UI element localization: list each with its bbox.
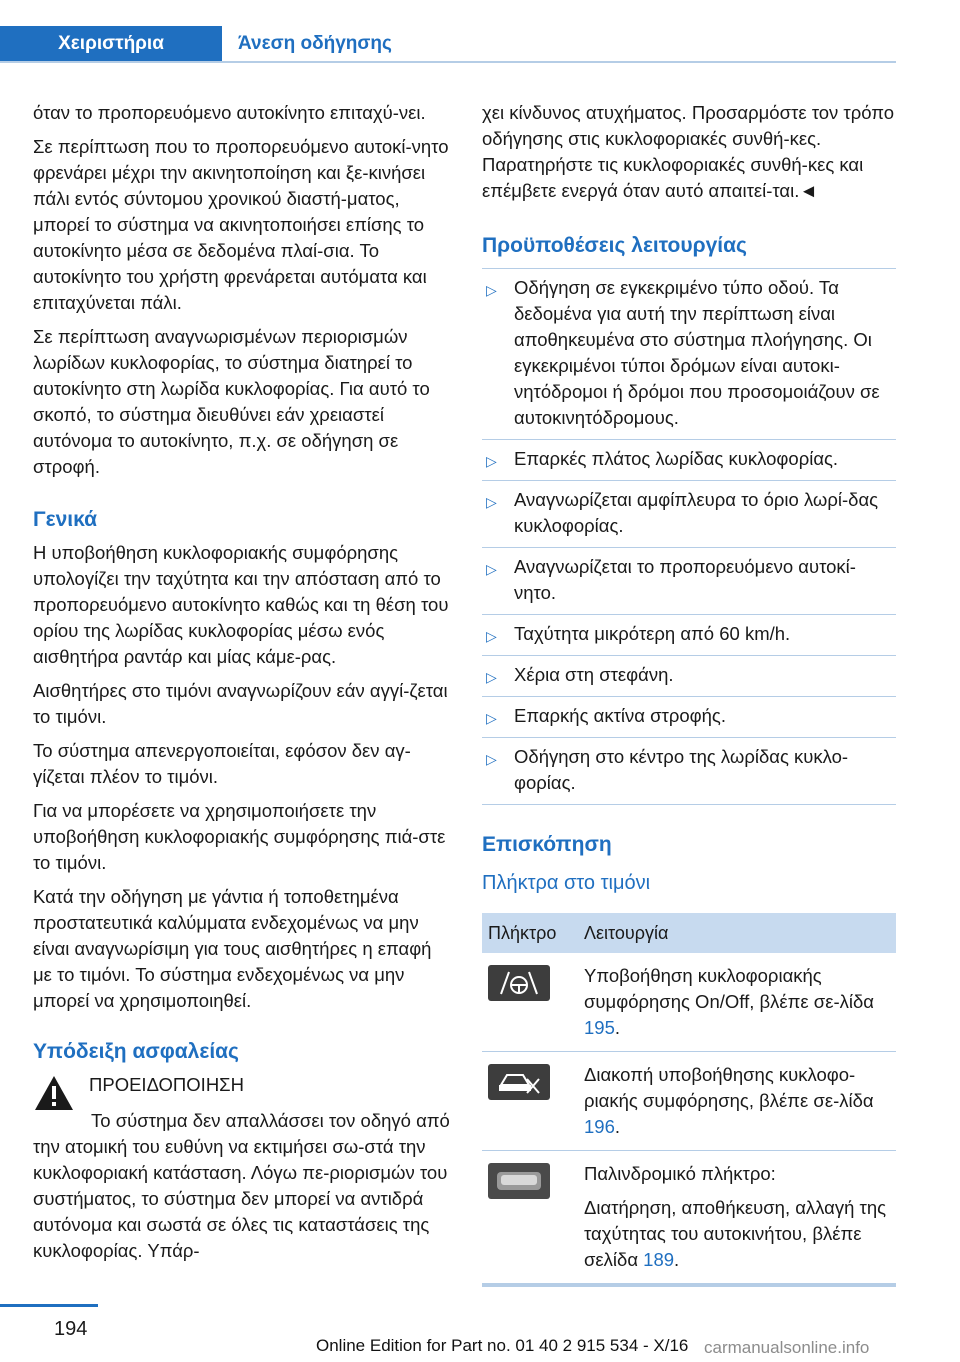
- paragraph: Αισθητήρες στο τιμόνι αναγνωρίζουν εάν αγγί-ζεται το τιμόνι.: [33, 680, 448, 727]
- bullet-triangle-icon: ▷: [486, 751, 497, 767]
- edition-text: Online Edition for Part no. 01 40 2 915 534 - X/16: [316, 1336, 689, 1355]
- bullet-triangle-icon: ▷: [486, 561, 497, 577]
- heading-safety: Υπόδειξη ασφαλείας: [33, 1040, 239, 1063]
- list-item: ▷ Χέρια στη στεφάνη.: [482, 656, 896, 697]
- paragraph: Σε περίπτωση που το προπορευόμενο αυτοκί-νητο φρενάρει μέχρι την ακινητοποίηση και ξε-κινήσει πάλι εντός σύντομου χρονικού διαστή-ματος, μπορεί το σύστημα να ακινητοποιήσει επίσης το αυτοκίνητο μέσα σε δεδομένα πλαί-σια. Το αυτοκίνητο του χρήστη φρενάρεται αυτόματα και επιταχύνεται πάλι.: [33, 136, 449, 313]
- warning-triangle-icon: [33, 1074, 75, 1112]
- function-text: Παλινδρομικό πλήκτρο:: [584, 1163, 776, 1184]
- warning-text: Το σύστημα δεν απαλλάσσει τον οδηγό από την ατομική του ευθύνη να εκτιμήσει σω-στά την κυκλοφοριακή κατάσταση. Λόγω πε-ριορισμών του συστήματος, το σύστημα δεν μπορεί να αντιδρά αυτόνομα και σωστά σε όλες τις καταστάσεις της κυκλοφορίας. Υπάρ-: [33, 1110, 450, 1261]
- list-item: ▷ Οδήγηση στο κέντρο της λωρίδας κυκλο-φορίας.: [482, 738, 896, 805]
- traffic-jam-assist-button-icon: [488, 965, 550, 1001]
- paragraph: Για να μπορέσετε να χρησιμοποιήσετε την υποβοήθηση κυκλοφοριακής συμφόρησης πιά-στε το τιμόνι.: [33, 800, 446, 873]
- header-divider: [0, 61, 896, 63]
- paragraph: όταν το προπορευόμενο αυτοκίνητο επιταχύ-νει.: [33, 102, 426, 123]
- table-header-row: [482, 913, 896, 953]
- bullet-triangle-icon: ▷: [486, 494, 497, 510]
- function-text: Διακοπή υποβοήθησης κυκλοφο-ριακής συμφόρησης, βλέπε σε-λίδα: [584, 1064, 874, 1111]
- column-header-key: Πλήκτρο: [482, 913, 578, 953]
- page-link-196[interactable]: 196: [584, 1116, 615, 1137]
- watermark: carmanualsonline.info: [704, 1338, 870, 1357]
- table-row: Υποβοήθηση κυκλοφοριακής συμφόρησης On/Off, βλέπε σε-λίδα 195.: [482, 953, 896, 1052]
- prerequisites-list: [482, 268, 896, 805]
- paragraph: χει κίνδυνος ατυχήματος. Προσαρμόστε τον τρόπο οδήγησης στις κυκλοφοριακές συνθή-κες. Παρατηρήστε τις κυκλοφοριακές συνθή-κες και επέμβετε ενεργά όταν αυτό απαιτεί-ται.◄: [482, 102, 895, 201]
- bullet-triangle-icon: ▷: [486, 669, 497, 685]
- paragraph: Κατά την οδήγηση με γάντια ή τοποθετημένα προστατευτικά καλύμματα ενδεχομένως να μην είναι αναγνωρίσιμη για τους αισθητήρες η επαφή με το τιμόνι. Το σύστημα ενδεχομένως να μην μπορεί να χρησιμοποιηθεί.: [33, 886, 432, 1011]
- page-link-195[interactable]: 195: [584, 1017, 615, 1038]
- list-item: ▷ Οδήγηση σε εγκεκριμένο τύπο οδού. Τα δεδομένα για αυτή την περίπτωση είναι αποθηκευμένα στο σύστημα πλοήγησης. Οι εγκεκριμένοι τύποι δρόμων είναι αυτοκι-νητόδρομοι ή δρόμοι που προσομοιάζουν σε αυτοκινητόδρομους.: [482, 269, 896, 440]
- right-column: [482, 100, 896, 1287]
- bullet-triangle-icon: ▷: [486, 453, 497, 469]
- list-item: ▷ Αναγνωρίζεται το προπορευόμενο αυτοκί-νητο.: [482, 548, 896, 615]
- heading-steering-buttons: Πλήκτρα στο τιμόνι: [482, 872, 651, 894]
- bullet-triangle-icon: ▷: [486, 282, 497, 298]
- list-item: ▷ Επαρκής ακτίνα στροφής.: [482, 697, 896, 738]
- function-text: Διατήρηση, αποθήκευση, αλλαγή της ταχύτητας του αυτοκινήτου, βλέπε σελίδα: [584, 1197, 887, 1270]
- heading-prerequisites: Προϋποθέσεις λειτουργίας: [482, 234, 747, 257]
- list-item: ▷ Επαρκές πλάτος λωρίδας κυκλοφορίας.: [482, 440, 896, 481]
- list-item: ▷ Αναγνωρίζεται αμφίπλευρα το όριο λωρί-δας κυκλοφορίας.: [482, 481, 896, 548]
- table-row: Διακοπή υποβοήθησης κυκλοφο-ριακής συμφόρησης, βλέπε σε-λίδα 196.: [482, 1052, 896, 1151]
- interrupt-assist-button-icon: [488, 1064, 550, 1100]
- paragraph: Το σύστημα απενεργοποιείται, εφόσον δεν αγ-γίζεται πλέον το τιμόνι.: [33, 740, 411, 787]
- warning-block: [33, 1072, 451, 1112]
- list-item: ▷ Ταχύτητα μικρότερη από 60 km/h.: [482, 615, 896, 656]
- header-tab-controls[interactable]: Χειριστήρια: [0, 26, 222, 62]
- page-link-189[interactable]: 189: [643, 1249, 675, 1270]
- page-number: 194: [54, 1318, 88, 1340]
- bullet-triangle-icon: ▷: [486, 710, 497, 726]
- heading-overview: Επισκόπηση: [482, 833, 612, 856]
- left-column: [33, 100, 451, 1272]
- buttons-table: [482, 913, 896, 1287]
- footer-rule: [0, 1304, 98, 1307]
- header-section-title[interactable]: Άνεση οδήγησης: [238, 33, 392, 54]
- paragraph: Σε περίπτωση αναγνωρισμένων περιορισμών λωρίδων κυκλοφορίας, το σύστημα διατηρεί το αυτοκίνητο στη λωρίδα κυκλοφορίας. Για αυτό το σκοπό, το σύστημα διευθύνει εάν χρειαστεί αυτόνομα το αυτοκίνητο, π.χ. σε οδήγηση σε στροφή.: [33, 326, 430, 477]
- paragraph: Η υποβοήθηση κυκλοφοριακής συμφόρησης υπολογίζει την ταχύτητα και την απόσταση από το προπορευόμενο αυτοκίνητο καθώς και τη θέση του ορίου της λωρίδας κυκλοφορίας μέσω ενός αισθητήρα ραντάρ και μίας κάμε-ρας.: [33, 542, 449, 667]
- function-text: Υποβοήθηση κυκλοφοριακής συμφόρησης On/Off, βλέπε σε-λίδα: [584, 965, 874, 1012]
- heading-general: Γενικά: [33, 508, 98, 531]
- bullet-triangle-icon: ▷: [486, 628, 497, 644]
- rocker-switch-icon: [488, 1163, 550, 1199]
- warning-heading: ΠΡΟΕΙΔΟΠΟΙΗΣΗ: [89, 1074, 244, 1095]
- table-row: Παλινδρομικό πλήκτρο: Διατήρηση, αποθήκευση, αλλαγή της ταχύτητας του αυτοκινήτου, βλέπε σελίδα 189.: [482, 1151, 896, 1286]
- column-header-function: Λειτουργία: [578, 913, 896, 953]
